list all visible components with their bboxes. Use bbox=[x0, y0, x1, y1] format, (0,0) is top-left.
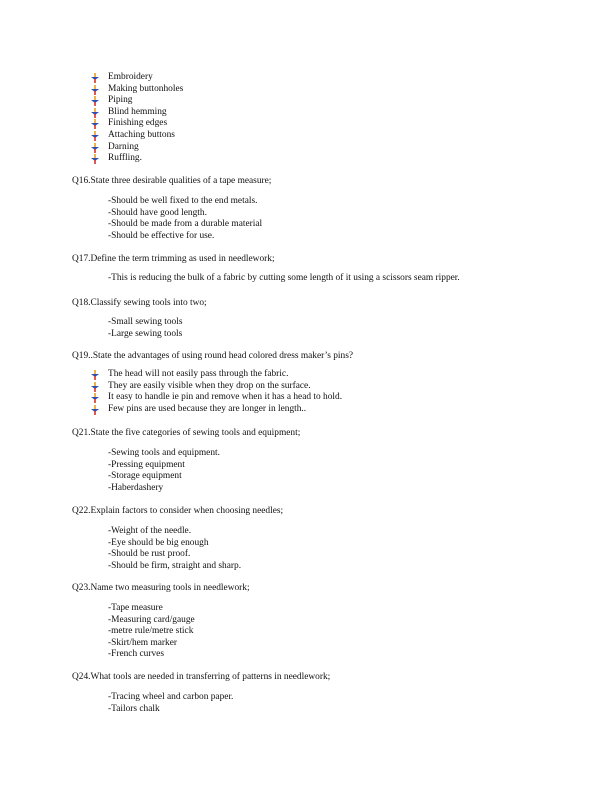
answer-line: -Tape measure bbox=[108, 603, 163, 613]
question-q16: Q16.State three desirable qualities of a tape measure; bbox=[72, 176, 272, 186]
answer-line: -Tracing wheel and carbon paper. bbox=[108, 692, 234, 702]
answer-line: -French curves bbox=[108, 649, 164, 660]
list-item: Making buttonholes bbox=[90, 84, 183, 96]
answer-line: -Should be firm, straight and sharp. bbox=[108, 560, 242, 571]
answer-line: -Pressing equipment bbox=[108, 459, 185, 470]
answers-q19 bbox=[90, 369, 342, 415]
answer-line: -Eye should be big enough bbox=[108, 537, 209, 548]
question-q24: Q24.What tools are needed in transferring of patterns in needlework; bbox=[72, 672, 331, 682]
answer-line: -Measuring card/gauge bbox=[108, 614, 195, 625]
push-pin-bullet-icon bbox=[90, 131, 100, 141]
list-item: The head will not easily pass through the fabric. bbox=[90, 369, 342, 381]
push-pin-bullet-icon bbox=[90, 382, 100, 392]
list-item: Few pins are used because they are longer in length.. bbox=[90, 404, 342, 416]
push-pin-bullet-icon bbox=[90, 393, 100, 403]
answers-q23 bbox=[108, 603, 195, 661]
answers-q17 bbox=[108, 273, 460, 285]
answer-line: -Should have good length. bbox=[108, 207, 207, 218]
answer-line: -Should be rust proof. bbox=[108, 549, 191, 560]
answer-line: -Small sewing tools bbox=[108, 317, 183, 327]
push-pin-bullet-icon bbox=[90, 108, 100, 118]
answer-line: -Large sewing tools bbox=[108, 328, 183, 339]
answer-line: -Haberdashery bbox=[108, 482, 164, 493]
answer-line: -Storage equipment bbox=[108, 471, 182, 482]
list-item: It easy to handle ie pin and remove when it has a head to hold. bbox=[90, 392, 342, 404]
answer-line: -Sewing tools and equipment. bbox=[108, 448, 220, 458]
answer-line: -Should be well fixed to the end metals. bbox=[108, 196, 258, 206]
list-item: Piping bbox=[90, 95, 183, 107]
push-pin-bullet-icon bbox=[90, 73, 100, 83]
answer-line: -metre rule/metre stick bbox=[108, 626, 194, 637]
list-item: Embroidery bbox=[90, 72, 183, 84]
push-pin-bullet-icon bbox=[90, 143, 100, 153]
list-item: Darning bbox=[90, 142, 183, 154]
answer-line: -Weight of the needle. bbox=[108, 526, 192, 536]
answer-line: -Skirt/hem marker bbox=[108, 637, 177, 648]
answer-line: -Tailors chalk bbox=[108, 703, 160, 714]
answers-q16 bbox=[108, 196, 262, 242]
push-pin-bullet-icon bbox=[90, 119, 100, 129]
list-item: They are easily visible when they drop on the surface. bbox=[90, 381, 342, 393]
answers-q21 bbox=[108, 448, 220, 494]
question-q17: Q17.Define the term trimming as used in needlework; bbox=[72, 254, 275, 264]
question-q22: Q22.Explain factors to consider when choosing needles; bbox=[72, 506, 284, 516]
push-pin-bullet-icon bbox=[90, 96, 100, 106]
list-item: Attaching buttons bbox=[90, 130, 183, 142]
needlework-processes-list bbox=[90, 72, 183, 165]
question-q23: Q23.Name two measuring tools in needlework; bbox=[72, 583, 250, 593]
list-item: Ruffling. bbox=[90, 153, 183, 165]
answer-line: -Should be effective for use. bbox=[108, 230, 215, 241]
push-pin-bullet-icon bbox=[90, 370, 100, 380]
question-q19: Q19..State the advantages of using round head colored dress maker’s pins? bbox=[72, 351, 354, 361]
list-item: Finishing edges bbox=[90, 118, 183, 130]
answers-q24 bbox=[108, 692, 233, 715]
answers-q22 bbox=[108, 526, 241, 572]
push-pin-bullet-icon bbox=[90, 85, 100, 95]
answers-q18 bbox=[108, 317, 182, 340]
push-pin-bullet-icon bbox=[90, 405, 100, 415]
answer-line: -Should be made from a durable material bbox=[108, 219, 263, 230]
question-q18: Q18.Classify sewing tools into two; bbox=[72, 298, 207, 308]
push-pin-bullet-icon bbox=[90, 154, 100, 164]
list-item: Blind hemming bbox=[90, 107, 183, 119]
question-q21: Q21.State the five categories of sewing tools and equipment; bbox=[72, 428, 301, 438]
answer-line: -This is reducing the bulk of a fabric by cutting some length of it using a scissors seam ripper. bbox=[108, 273, 460, 283]
